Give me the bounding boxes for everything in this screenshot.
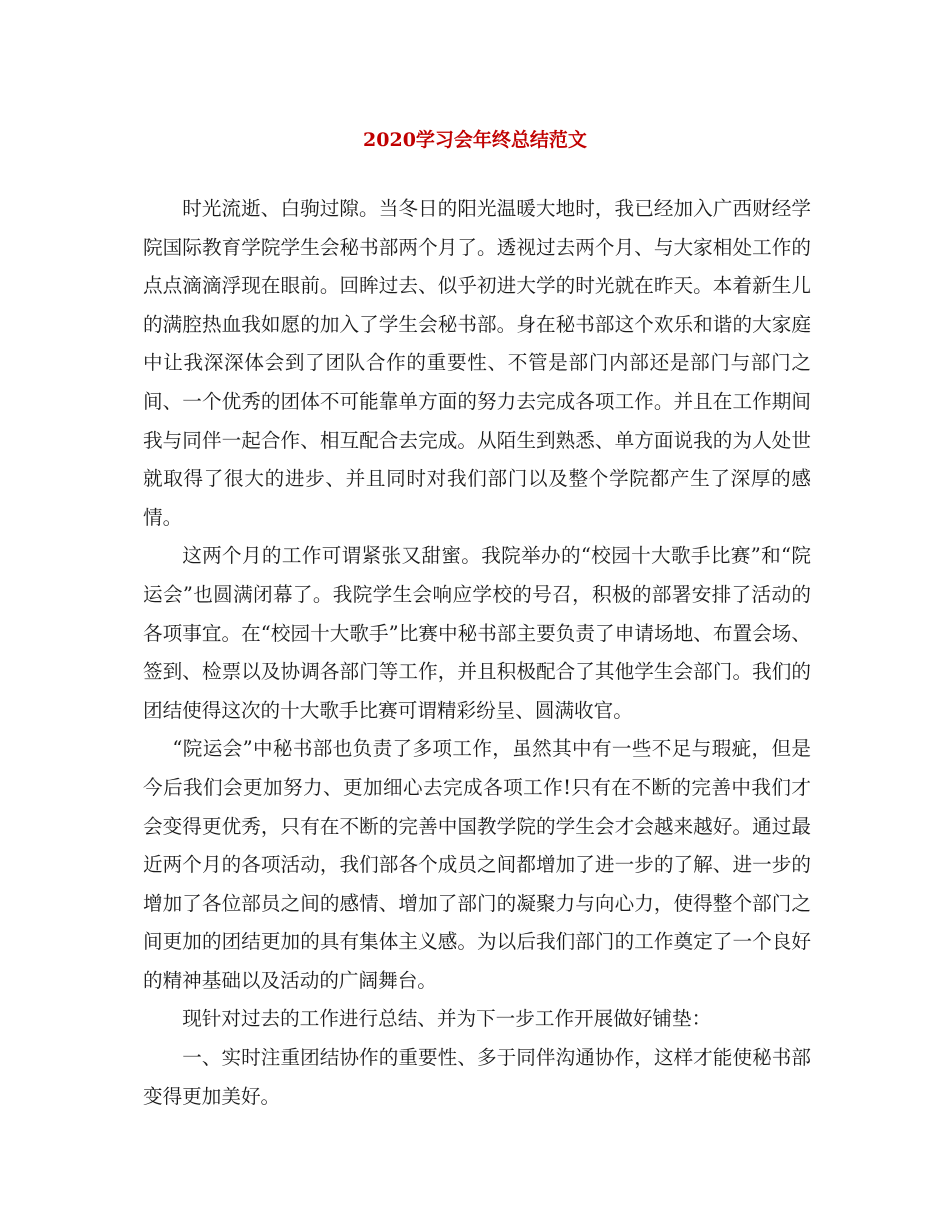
document-body bbox=[143, 190, 811, 1116]
paragraph-singer-contest: 这两个月的工作可谓紧张又甜蜜。我院举办的“校园十大歌手比赛”和“院运会”也圆满闭幕了。我院学生会响应学校的号召，积极的部署安排了活动的各项事宜。在“校园十大歌手”比赛中秘书部主要负责了申请场地、布置会场、签到、检票以及协调各部门等工作，并且积极配合了其他学生会部门。我们的团结使得这次的十大歌手比赛可谓精彩纷呈、圆满收官。 bbox=[143, 544, 811, 722]
paragraph-sports-meet: “院运会”中秘书部也负责了多项工作，虽然其中有一些不足与瑕疵，但是今后我们会更加努力、更加细心去完成各项工作!只有在不断的完善中我们才会变得更优秀，只有在不断的完善中国教学院的学生会才会越来越好。通过最近两个月的各项活动，我们部各个成员之间都增加了进一步的了解、进一步的增加了各位部员之间的感情、增加了部门的凝聚力与向心力，使得整个部门之间更加的团结更加的具有集体主义感。为以后我们部门的工作奠定了一个良好的精神基础以及活动的广阔舞台。 bbox=[143, 737, 811, 992]
paragraph-intro: 时光流逝、白驹过隙。当冬日的阳光温暖大地时，我已经加入广西财经学院国际教育学院学生会秘书部两个月了。透视过去两个月、与大家相处工作的点点滴滴浮现在眼前。回眸过去、似乎初进大学的时光就在昨天。本着新生儿的满腔热血我如愿的加入了学生会秘书部。身在秘书部这个欢乐和谐的大家庭中让我深深体会到了团队合作的重要性、不管是部门内部还是部门与部门之间、一个优秀的团体不可能靠单方面的努力去完成各项工作。并且在工作期间我与同伴一起合作、相互配合去完成。从陌生到熟悉、单方面说我的为人处世就取得了很大的进步、并且同时对我们部门以及整个学院都产生了深厚的感情。 bbox=[143, 197, 811, 529]
paragraph-summary-lead: 现针对过去的工作进行总结、并为下一步工作开展做好铺垫： bbox=[182, 1007, 712, 1031]
document-title: 2020学习会年终总结范文 bbox=[363, 129, 587, 151]
paragraph-point-one: 一、实时注重团结协作的重要性、多于同伴沟通协作，这样才能使秘书部变得更加美好。 bbox=[143, 1046, 811, 1108]
